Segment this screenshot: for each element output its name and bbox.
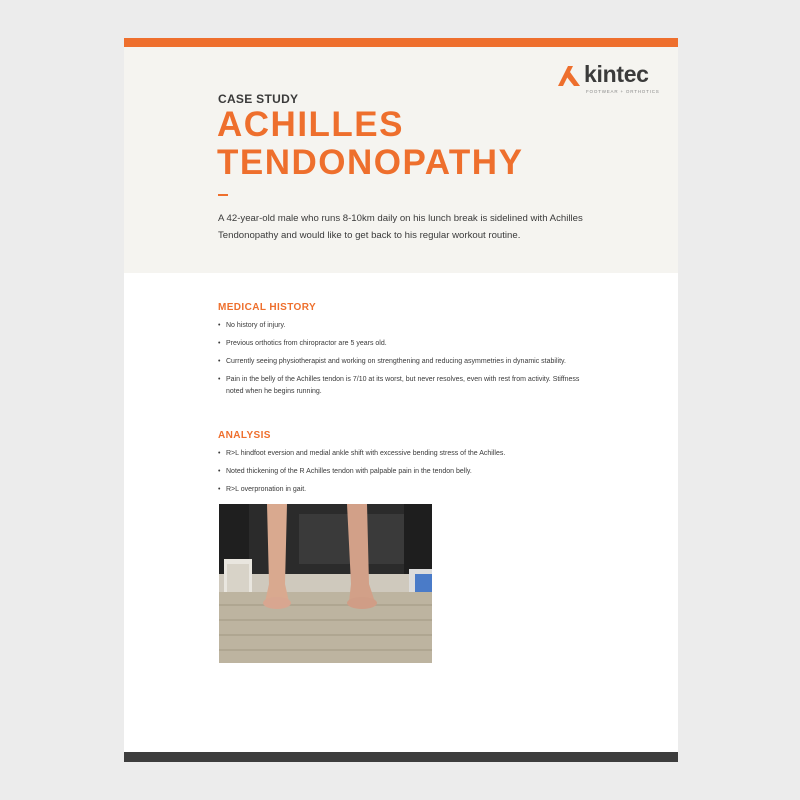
eyebrow-label: CASE STUDY (218, 92, 299, 106)
page-title (217, 106, 523, 182)
list-item: • R>L hindfoot eversion and medial ankle shift with excessive bending stress of the Achilles. (218, 448, 588, 460)
bottom-bar (124, 752, 678, 762)
analysis-heading: ANALYSIS (218, 430, 271, 441)
kintec-mark-icon (556, 64, 582, 88)
list-item: • Previous orthotics from chiropractor are 5 years old. (218, 338, 588, 350)
title-line-2: TENDONOPATHY (217, 143, 524, 182)
medical-history-list (218, 320, 588, 404)
brand-tagline: FOOTWEAR + ORTHOTICS (586, 89, 660, 94)
brand-name: kintec (584, 61, 649, 87)
feet-photo (219, 504, 432, 663)
feet-photo-illustration (219, 504, 432, 663)
top-accent-bar (124, 38, 678, 47)
title-line-1: ACHILLES (217, 105, 404, 144)
list-item: • Pain in the belly of the Achilles tendon is 7/10 at its worst, but never resolves, even with rest from activity. Stiffness noted when he begins running. (218, 374, 588, 398)
intro-paragraph: A 42-year-old male who runs 8-10km daily on his lunch break is sidelined with Achilles Tendonopathy and would like to get back to his regular workout routine. (218, 213, 583, 241)
list-item: • No history of injury. (218, 320, 588, 332)
case-study-page (124, 38, 678, 762)
analysis-list (218, 448, 588, 502)
list-item: • Noted thickening of the R Achilles tendon with palpable pain in the tendon belly. (218, 466, 588, 478)
list-item: • Currently seeing physiotherapist and working on strengthening and reducing asymmetries in dynamic stability. (218, 356, 588, 368)
list-item: • R>L overpronation in gait. (218, 484, 588, 496)
brand-logo (556, 62, 661, 98)
title-underline (218, 194, 228, 196)
medical-history-heading: MEDICAL HISTORY (218, 302, 317, 313)
